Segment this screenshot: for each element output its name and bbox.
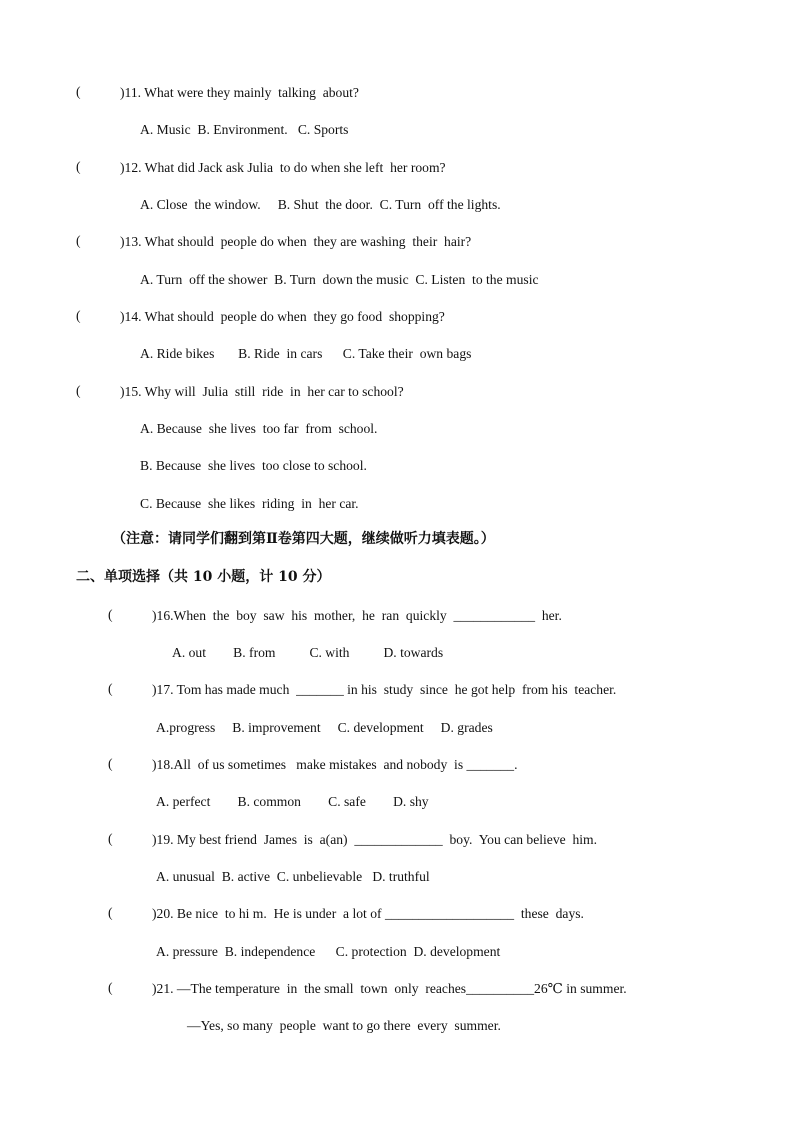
question-12 — [120, 159, 446, 177]
question-16 — [152, 607, 562, 625]
answer-paren[interactable]: ( — [76, 308, 81, 323]
question-text: What should people do when they go food shopping? — [141, 309, 445, 324]
section-title: 二、单项选择（共 10 小题，计 10 分） — [76, 569, 331, 585]
question-text: What should people do when they are washing their hair? — [141, 234, 472, 249]
answer-paren[interactable]: ( — [76, 233, 81, 248]
question-text: Be nice to hi m. He is under a lot of ___________________ these days. — [173, 906, 584, 921]
question-20 — [152, 905, 584, 923]
question-13 — [120, 233, 471, 251]
answer-paren[interactable]: ( — [108, 607, 113, 622]
question-text: Tom has made much _______ in his study since he got help from his teacher. — [173, 682, 617, 697]
question-text: What did Jack ask Julia to do when she left her room? — [141, 160, 446, 175]
section-note: （注意：请同学们翻到第Ⅱ卷第四大题，继续做听力填表题。） — [112, 531, 495, 547]
question-number: )14. — [120, 309, 142, 324]
options-18: A. perfect B. common C. safe D. shy — [156, 794, 429, 809]
question-number: )13. — [120, 234, 142, 249]
question-number: )16. — [152, 608, 174, 623]
answer-paren[interactable]: ( — [108, 831, 113, 846]
question-text: When the boy saw his mother, he ran quickly ____________ her. — [173, 608, 562, 623]
option-15c: C. Because she likes riding in her car. — [140, 496, 359, 511]
options-16: A. out B. from C. with D. towards — [172, 645, 444, 660]
question-21 — [152, 980, 627, 998]
question-number: )18. — [152, 757, 174, 772]
question-19 — [152, 831, 597, 849]
question-text: Why will Julia still ride in her car to school? — [141, 384, 404, 399]
question-text: What were they mainly talking about? — [141, 85, 359, 100]
question-text: All of us sometimes make mistakes and nobody is _______. — [173, 757, 518, 772]
options-13: A. Turn off the shower B. Turn down the music C. Listen to the music — [140, 272, 539, 287]
question-number: )20. — [152, 906, 174, 921]
question-number: )21. — [152, 981, 174, 996]
question-18 — [152, 756, 518, 774]
dialogue-reply-21: —Yes, so many people want to go there every summer. — [187, 1018, 501, 1033]
options-11: A. Music B. Environment. C. Sports — [140, 122, 349, 137]
options-19: A. unusual B. active C. unbelievable D. truthful — [156, 869, 430, 884]
question-number: )12. — [120, 160, 142, 175]
question-14 — [120, 308, 445, 326]
answer-paren[interactable]: ( — [108, 905, 113, 920]
options-12: A. Close the window. B. Shut the door. C. Turn off the lights. — [140, 197, 501, 212]
answer-paren[interactable]: ( — [108, 756, 113, 771]
answer-paren[interactable]: ( — [108, 681, 113, 696]
options-14: A. Ride bikes B. Ride in cars C. Take their own bags — [140, 346, 472, 361]
question-number: )17. — [152, 682, 174, 697]
options-20: A. pressure B. independence C. protection D. development — [156, 944, 501, 959]
answer-paren[interactable]: ( — [76, 159, 81, 174]
question-text: —The temperature in the small town only reaches__________26℃ in summer. — [173, 981, 627, 996]
question-15 — [120, 383, 404, 401]
question-number: )19. — [152, 832, 174, 847]
answer-paren[interactable]: ( — [108, 980, 113, 995]
answer-paren[interactable]: ( — [76, 84, 81, 99]
question-text: My best friend James is a(an) _____________ boy. You can believe him. — [173, 832, 598, 847]
question-number: )15. — [120, 384, 142, 399]
options-17: A.progress B. improvement C. development D. grades — [156, 720, 493, 735]
question-number: )11. — [120, 85, 142, 100]
answer-paren[interactable]: ( — [76, 383, 81, 398]
question-17 — [152, 681, 616, 699]
option-15a: A. Because she lives too far from school. — [140, 421, 378, 436]
question-11 — [120, 84, 359, 102]
option-15b: B. Because she lives too close to school. — [140, 458, 367, 473]
